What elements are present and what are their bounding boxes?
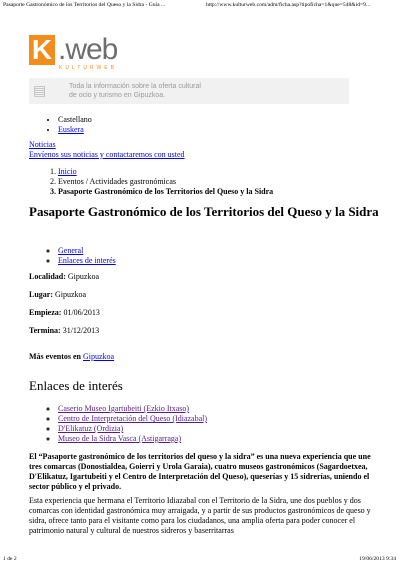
breadcrumb-current: 3. Pasaporte Gastronómico de los Territorios del Queso y la Sidra — [58, 187, 273, 197]
empieza-label: Empieza: — [29, 308, 62, 317]
more-events-label: Más eventos en — [29, 352, 81, 361]
detail-localidad — [29, 272, 99, 282]
news-link[interactable]: Noticias — [29, 140, 56, 149]
links-heading: Enlaces de interés — [29, 378, 123, 393]
print-footer-page: 1 de 2 — [3, 556, 17, 563]
interest-links — [48, 404, 207, 444]
termina-label: Termina: — [29, 326, 61, 335]
empieza-value: 01/06/2013 — [63, 308, 100, 317]
contact-link[interactable]: Envíenos sus noticias y contactaremos con usted — [29, 150, 185, 159]
tagline-line-1: Toda la información sobre la oferta cultural — [69, 83, 201, 90]
detail-termina — [29, 326, 99, 336]
tagline-line-2: de ocio y turismo en Gipuzkoa. — [69, 92, 166, 99]
print-footer-datetime: 19/06/2013 9:34 — [359, 556, 396, 563]
tagline-banner — [29, 78, 349, 104]
section-links-link[interactable]: Enlaces de interés — [58, 256, 116, 265]
lugar-value: Gipuzkoa — [55, 290, 87, 299]
more-events-link[interactable]: Gipuzkoa — [83, 352, 115, 361]
language-selector — [48, 115, 92, 135]
more-events — [29, 352, 114, 362]
lugar-label: Lugar: — [29, 290, 53, 299]
interest-link[interactable]: Centro de Interpretación del Queso (Idiazabal) — [58, 414, 208, 423]
building-icon: ▤ — [33, 82, 47, 98]
breadcrumb-events: 2. Eventos / Actividades gastronómicas — [58, 177, 273, 187]
interest-link[interactable]: Caserio Museo Igartubeiti (Ezkio Itxaso) — [58, 404, 190, 413]
termina-value: 31/12/2013 — [62, 326, 100, 335]
tagline-text — [69, 82, 201, 100]
intro-paragraph: El “Pasaporte gastronómico de los territorios del queso y la sidra” es una nueva experiencia que une tres comarcas (Donostialdea, Goierri y Urola Garaia), cuatro museos gastronómicos (Sagardoetxea, D'Elikatuz, Igartubeiti y el Centro de Interpretación del Queso), queserías y 15 sidrerías, uniendo el sector público y el privado. — [29, 452, 371, 491]
localidad-value: Gipuzkoa — [67, 272, 100, 281]
interest-link[interactable]: Museo de la Sidra Vasca (Astigarraga) — [58, 434, 182, 443]
print-header-url: http://www.kulturweb.com/adm/ficha.asp?tipoficha=1&que=548&id=9... — [206, 2, 371, 8]
section-nav — [48, 246, 116, 266]
section-general-link[interactable]: General — [58, 246, 84, 255]
page-title: Pasaporte Gastronómico de los Territorios del Queso y la Sidra — [29, 204, 379, 219]
logo-subtitle: KULTURWEB — [59, 65, 117, 71]
logo-web-text: .web — [58, 33, 118, 66]
kulturweb-logo[interactable] — [29, 35, 149, 71]
top-links — [29, 140, 185, 160]
language-castellano: • Castellano — [58, 115, 92, 125]
print-header-title: Pasaporte Gastronómico de los Territorios del Queso y la Sidra - Guía ... — [3, 2, 166, 8]
logo-k-mark: K — [29, 35, 55, 65]
localidad-label: Localidad: — [29, 272, 66, 281]
breadcrumb — [48, 167, 273, 197]
interest-link[interactable]: D'Elikatuz (Ordizia) — [58, 424, 124, 433]
detail-lugar — [29, 290, 86, 300]
detail-empieza — [29, 308, 100, 318]
language-euskera-link[interactable]: Euskera — [58, 125, 84, 134]
body-paragraph: Esta experiencia que hermana el Territorio Idiazabal con el Territorio de la Sidra, une dos pueblos y dos comarcas con identidad gastronómica muy arraigada, y a partir de sus productos gastronómicos de queso y sidra, ofrece tanto para el visitante como para los ciudadanos, una amplia oferta para poder conocer el patrimonio natural y cultural de nuestros sidreros y baserritarras — [29, 496, 371, 535]
breadcrumb-home-link[interactable]: Inicio — [58, 167, 77, 176]
